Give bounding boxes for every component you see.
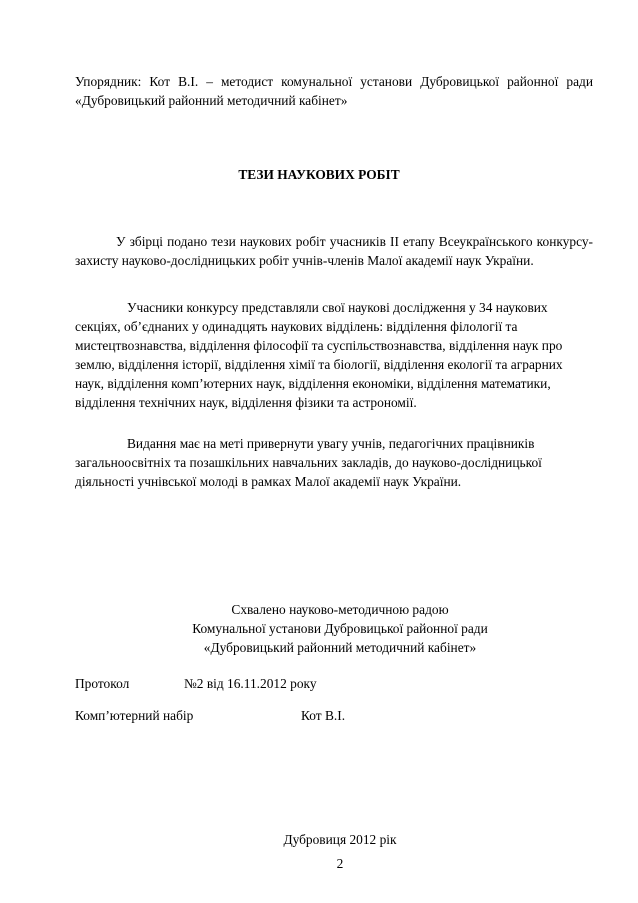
- paragraph-intro: У збірці подано тези наукових робіт учасників ІІ етапу Всеукраїнського конкурсу-захисту науково-дослідницьких робіт учнів-членів Малої академії наук України.: [75, 234, 593, 268]
- typesetting-value: Кот В.І.: [301, 708, 346, 723]
- approval-line-3: «Дубровицький районний методичний кабінет»: [203, 640, 477, 655]
- approval-block: [0, 600, 638, 657]
- protocol-value: №2 від 16.11.2012 року: [184, 676, 317, 691]
- page-number: 2: [336, 856, 344, 871]
- paragraph-purpose: Видання має на меті привернути увагу учнів, педагогічних працівників загальноосвітніх та позашкільних навчальних закладів, до науково-дослідницької діяльності учнівської молоді в рамках Малої академії наук України.: [75, 436, 542, 489]
- approval-line-2: Комунальної установи Дубровицької районної ради: [192, 621, 488, 636]
- document-title: ТЕЗИ НАУКОВИХ РОБІТ: [238, 167, 400, 182]
- approval-line-1: Схвалено науково-методичною радою: [231, 602, 449, 617]
- compiler-note: Упорядник: Кот В.І. – методист комунальної установи Дубровицької районної ради «Дубровицький районний методичний кабінет»: [75, 74, 593, 108]
- protocol-label: Протокол: [75, 676, 130, 691]
- city-year: Дубровиця 2012 рік: [283, 832, 397, 847]
- typesetting-label: Комп’ютерний набір: [75, 708, 194, 723]
- paragraph-participants: Учасники конкурсу представляли свої наукові дослідження у 34 наукових секціях, об’єднаних у одинадцять наукових відділень: відділення філології та мистецтвознавства, відділення філософії та суспільствознавства, відділення наук про землю, відділення історії, відділення хімії та біології, відділення екології та аграрних наук, відділення комп’ютерних наук, відділення економіки, відділення математики, відділення технічних наук, відділення фізики та астрономії.: [75, 300, 563, 410]
